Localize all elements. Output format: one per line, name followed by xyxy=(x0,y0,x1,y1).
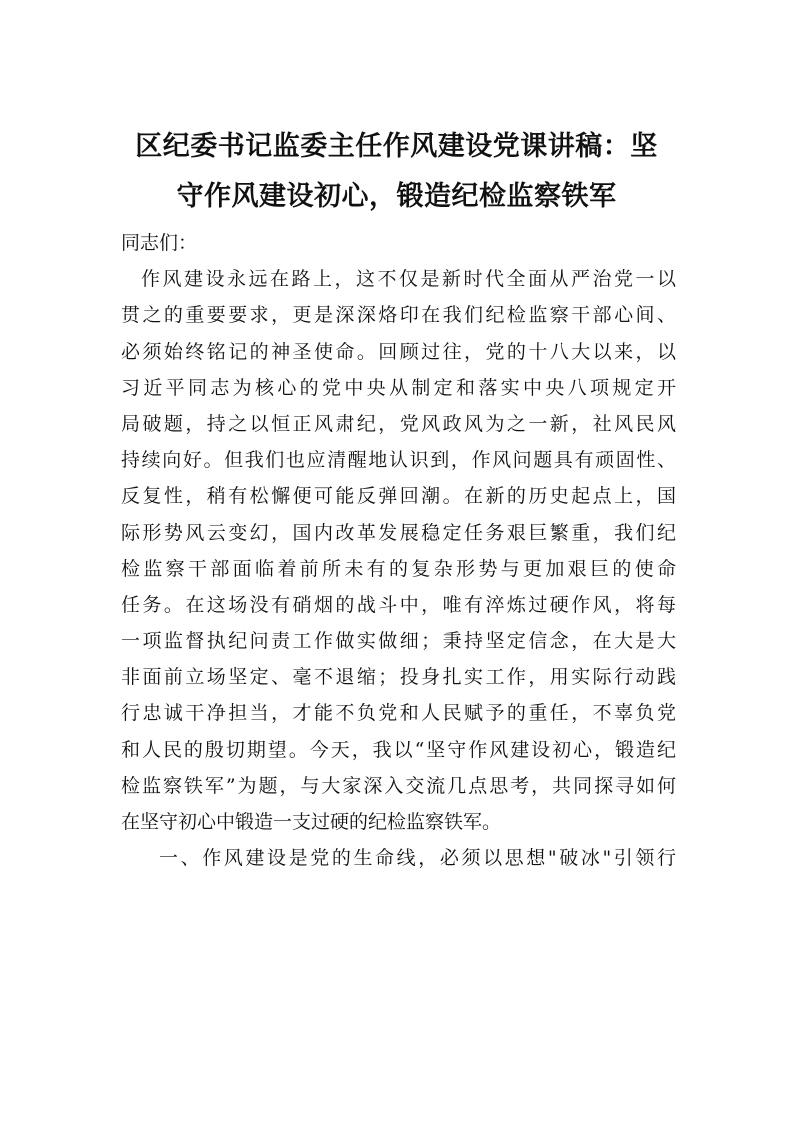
paragraph-line: 行忠诚干净担当，才能不负党和人民赋予的重任，不辜负党 xyxy=(121,702,676,725)
paragraph-line: 一项监督执纪问责工作做实做细；秉持坚定信念，在大是大 xyxy=(121,630,676,653)
document-body xyxy=(121,225,676,876)
paragraph-line: 任务。在这场没有硝烟的战斗中，唯有淬炼过硬作风，将每 xyxy=(121,593,676,616)
section-heading-1: 一、作风建设是党的生命线，必须以思想"破冰"引领行 xyxy=(159,847,676,870)
paragraph-line: 在坚守初心中锻造一支过硬的纪检监察铁军。 xyxy=(121,811,502,833)
title-line: 区纪委书记监委主任作风建设党课讲稿：坚 xyxy=(135,131,658,162)
paragraph-line: 际形势风云变幻，国内改革发展稳定任务艰巨繁重，我们纪 xyxy=(121,521,676,544)
paragraph-line: 习近平同志为核心的党中央从制定和落实中央八项规定开 xyxy=(121,376,676,399)
paragraph-line: 贯之的重要要求，更是深深烙印在我们纪检监察干部心间、 xyxy=(121,304,676,327)
paragraph-line: 局破题，持之以恒正风肃纪，党风政风为之一新，社风民风 xyxy=(121,412,676,435)
paragraph-line: 必须始终铭记的神圣使命。回顾过往，党的十八大以来，以 xyxy=(121,340,676,363)
document-title xyxy=(100,122,693,222)
greeting: 同志们： xyxy=(121,232,198,254)
paragraph-line: 和人民的殷切期望。今天，我以“坚守作风建设初心，锻造纪 xyxy=(121,738,676,761)
paragraph-line: 非面前立场坚定、毫不退缩；投身扎实工作，用实际行动践 xyxy=(121,666,676,689)
paragraph-intro xyxy=(121,261,676,840)
paragraph-line: 作风建设永远在路上，这不仅是新时代全面从严治党一以 xyxy=(141,268,676,291)
paragraph-line: 检监察铁军”为题，与大家深入交流几点思考，共同探寻如何 xyxy=(121,774,676,797)
paragraph-line: 持续向好。但我们也应清醒地认识到，作风问题具有顽固性、 xyxy=(121,449,676,472)
title-line: 守作风建设初心，锻造纪检监察铁军 xyxy=(176,181,617,212)
paragraph-line: 反复性，稍有松懈便可能反弹回潮。在新的历史起点上，国 xyxy=(121,485,676,508)
paragraph-line: 检监察干部面临着前所未有的复杂形势与更加艰巨的使命 xyxy=(121,557,676,580)
